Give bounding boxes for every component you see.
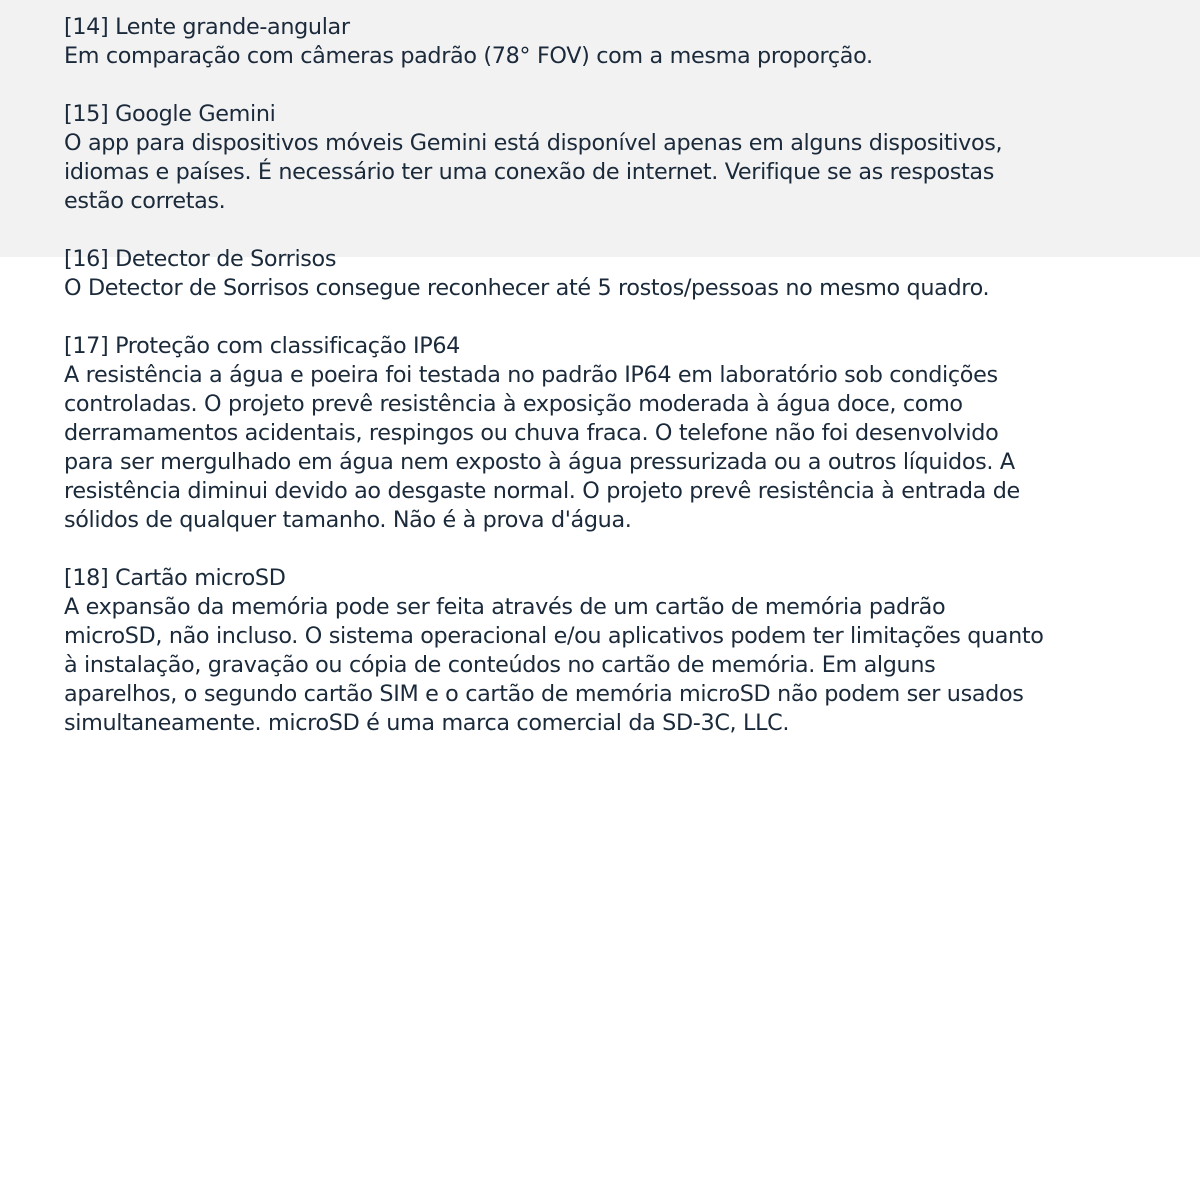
footnote-18: [64, 564, 1174, 738]
footnote-title: [14] Lente grande-angular: [64, 14, 350, 40]
footnote-body: Em comparação com câmeras padrão (78° FOV) com a mesma proporção.: [64, 43, 873, 69]
footnote-16: [64, 245, 1174, 303]
footnote-title: [16] Detector de Sorrisos: [64, 246, 337, 272]
footnote-title: [15] Google Gemini: [64, 101, 276, 127]
footnote-17: [64, 332, 1174, 535]
footnote-body: O app para dispositivos móveis Gemini está disponível apenas em alguns dispositivos, idiomas e países. É necessário ter uma conexão de internet. Verifique se as respostas estão corretas.: [64, 130, 1003, 214]
footnote-15: [64, 100, 1174, 216]
footnote-14: [64, 13, 1174, 71]
footnote-body: O Detector de Sorrisos consegue reconhecer até 5 rostos/pessoas no mesmo quadro.: [64, 275, 990, 301]
footnote-title: [17] Proteção com classificação IP64: [64, 333, 461, 359]
footnotes-list: [64, 13, 1174, 767]
footnote-title: [18] Cartão microSD: [64, 565, 286, 591]
footnote-body: A resistência a água e poeira foi testada no padrão IP64 em laboratório sob condições controladas. O projeto prevê resistência à exposição moderada à água doce, como derramamentos acidentais, respingos ou chuva fraca. O telefone não foi desenvolvido para ser mergulhado em água nem exposto à água pressurizada ou a outros líquidos. A resistência diminui devido ao desgaste normal. O projeto prevê resistência à entrada de sólidos de qualquer tamanho. Não é à prova d'água.: [64, 362, 1020, 533]
footnote-body: A expansão da memória pode ser feita através de um cartão de memória padrão microSD, não incluso. O sistema operacional e/ou aplicativos podem ter limitações quanto à instalação, gravação ou cópia de conteúdos no cartão de memória. Em alguns aparelhos, o segundo cartão SIM e o cartão de memória microSD não podem ser usados simultaneamente. microSD é uma marca comercial da SD-3C, LLC.: [64, 594, 1044, 736]
